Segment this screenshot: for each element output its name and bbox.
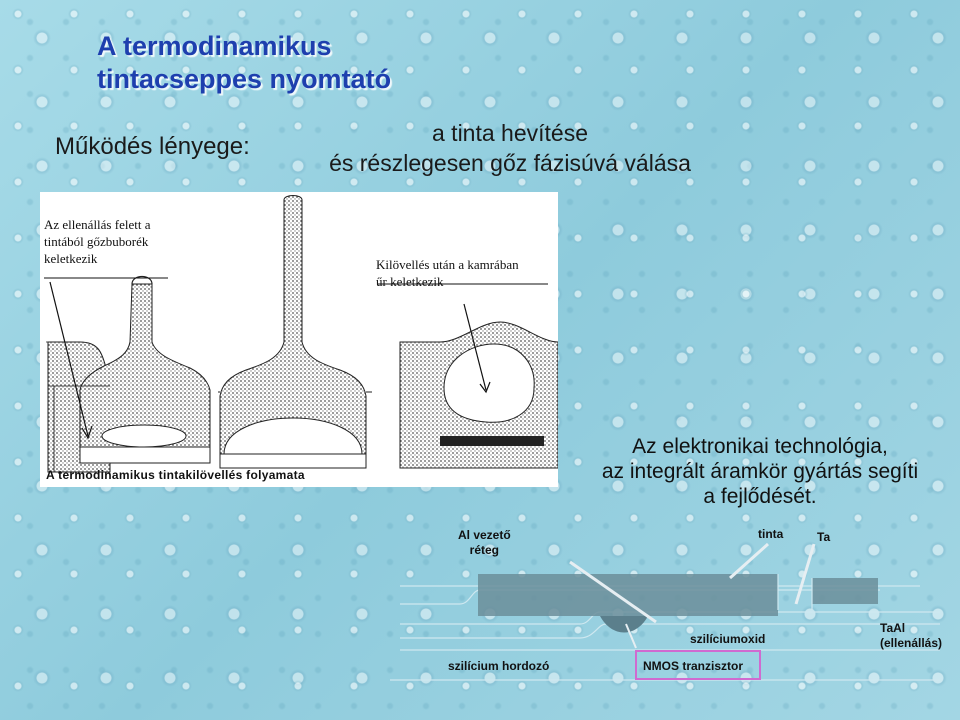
arrow-tinta (730, 544, 768, 578)
cavity-callout-line-2: űr keletkezik (376, 274, 444, 289)
bubble-callout-line-1: Az ellenállás felett a (44, 217, 151, 232)
drawing-cavity (400, 304, 558, 468)
slide-title (97, 30, 391, 96)
al-layer-label-line-2: réteg (469, 543, 500, 557)
bubble-callout (44, 216, 150, 267)
taal-label-line-1: TaAl (880, 621, 906, 635)
al-conductor-layer (478, 574, 778, 616)
cavity-callout (376, 256, 519, 290)
figure-caption: A termodinamikus tintakilövellés folyamata (46, 468, 305, 482)
principle-line-2: és részlegesen gőz fázisúvá válása (329, 150, 691, 176)
technology-note (560, 434, 960, 509)
al-layer-label (458, 528, 511, 558)
ta-label: Ta (817, 530, 831, 544)
working-principle (300, 118, 720, 178)
ta-layer-right (812, 578, 878, 604)
principle-line-1: a tinta hevítése (432, 120, 588, 146)
drawing-ejection (218, 196, 372, 469)
technology-line-2: az integrált áramkör gyártás segíti (601, 460, 919, 483)
inkjet-process-figure (40, 192, 558, 487)
resistor-well (600, 616, 648, 633)
bubble-callout-line-2: tintából gőzbuborék (44, 234, 149, 249)
title-line-1: A termodinamikus (97, 31, 332, 61)
nmos-label: NMOS tranzisztor (643, 659, 744, 673)
oxide-label: szilíciumoxid (690, 632, 766, 646)
lead-label: Működés lényege: (55, 133, 250, 160)
bubble-callout-line-3: keletkezik (44, 251, 98, 266)
taal-label (880, 621, 942, 651)
arrow-ta (796, 544, 814, 604)
technology-line-1: Az elektronikai technológia, (632, 435, 888, 458)
taal-label-line-2: (ellenállás) (880, 636, 943, 650)
ink-label: tinta (758, 527, 784, 541)
technology-line-3: a fejlődését. (703, 485, 817, 508)
cavity-callout-line-1: Kilövellés után a kamrában (376, 257, 519, 272)
al-layer-label-line-1: Al vezető (458, 528, 511, 542)
title-line-2: tintacseppes nyomtató (97, 64, 392, 94)
drawing-bubble-forming (46, 277, 210, 473)
substrate-label: szilícium hordozó (448, 659, 550, 673)
